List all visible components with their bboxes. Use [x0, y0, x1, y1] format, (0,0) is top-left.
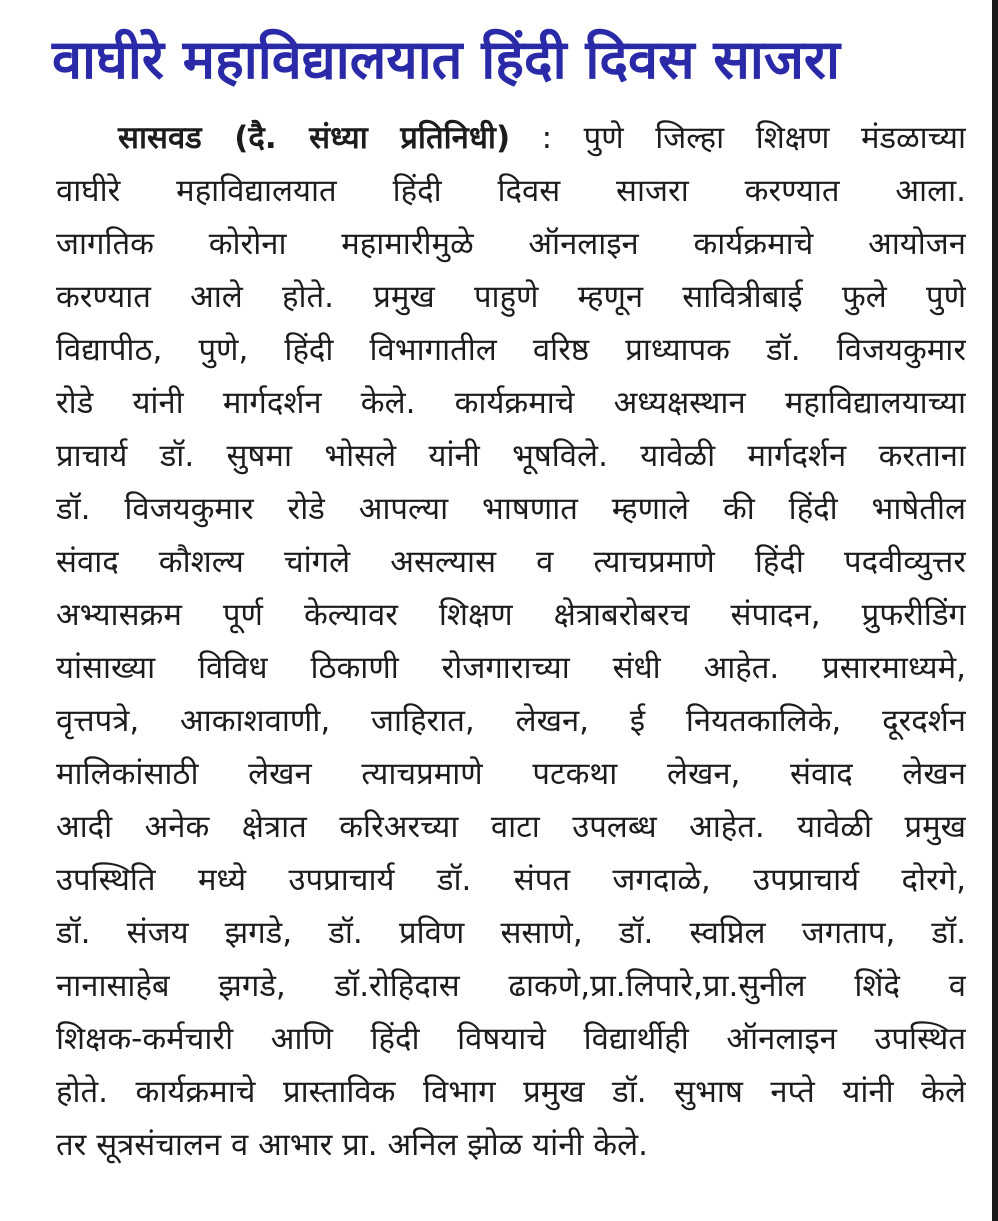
article-line: होते. कार्यक्रमाचे प्रास्ताविक विभाग प्रमुख डॉ. सुभाष नप्ते यांनी केले	[56, 1074, 966, 1110]
article-line: विद्यापीठ, पुणे, हिंदी विभागातील वरिष्ठ प्राध्यापक डॉ. विजयकुमार	[56, 332, 966, 368]
article-line: मालिकांसाठी लेखन त्याचप्रमाणे पटकथा लेखन, संवाद लेखन	[56, 756, 966, 792]
article-line: करण्यात आले होते. प्रमुख पाहुणे म्हणून सावित्रीबाई फुले पुणे	[56, 279, 966, 315]
article-first-line	[56, 112, 966, 165]
article-line: डॉ. संजय झगडे, डॉ. प्रविण ससाणे, डॉ. स्वप्निल जगताप, डॉ.	[56, 915, 966, 951]
article-body	[56, 112, 966, 1172]
article-line: वाघीरे महाविद्यालयात हिंदी दिवस साजरा करण्यात आला.	[56, 173, 966, 209]
article-line: अभ्यासक्रम पूर्ण केल्यावर शिक्षण क्षेत्राबरोबरच संपादन, प्रुफरीडिंग	[56, 597, 966, 633]
article-line: डॉ. विजयकुमार रोडे आपल्या भाषणात म्हणाले की हिंदी भाषेतील	[56, 491, 966, 527]
first-line-text: पुणे जिल्हा शिक्षण मंडळाच्या	[583, 120, 966, 156]
dateline-separator: :	[510, 120, 584, 156]
article-line: नानासाहेब झगडे, डॉ.रोहिदास ढाकणे,प्रा.लिपारे,प्रा.सुनील शिंदे व	[56, 968, 966, 1004]
article-headline: वाघीरे महाविद्यालयात हिंदी दिवस साजरा	[52, 28, 840, 91]
article-line: शिक्षक-कर्मचारी आणि हिंदी विषयाचे विद्यार्थीही ऑनलाइन उपस्थित	[56, 1021, 966, 1057]
article-line: वृत्तपत्रे, आकाशवाणी, जाहिरात, लेखन, ई नियतकालिके, दूरदर्शन	[56, 703, 966, 739]
article-line: यांसाख्या विविध ठिकाणी रोजगाराच्या संधी आहेत. प्रसारमाध्यमे,	[56, 650, 966, 686]
page-edge-rule	[992, 0, 998, 1221]
article-line: जागतिक कोरोना महामारीमुळे ऑनलाइन कार्यक्रमाचे आयोजन	[56, 226, 966, 262]
article-line: उपस्थिति मध्ये उपप्राचार्य डॉ. संपत जगदाळे, उपप्राचार्य दोरगे,	[56, 862, 966, 898]
article-line: प्राचार्य डॉ. सुषमा भोसले यांनी भूषविले. यावेळी मार्गदर्शन करताना	[56, 438, 966, 474]
article-line: संवाद कौशल्य चांगले असल्यास व त्याचप्रमाणे हिंदी पदवीव्युत्तर	[56, 544, 966, 580]
article-dateline: सासवड (दै. संध्या प्रतिनिधी)	[118, 120, 511, 156]
article-line: आदी अनेक क्षेत्रात करिअरच्या वाटा उपलब्ध आहेत. यावेळी प्रमुख	[56, 809, 966, 845]
article-last-line: तर सूत्रसंचालन व आभार प्रा. अनिल झोळ यांनी केले.	[56, 1127, 648, 1163]
article-line: रोडे यांनी मार्गदर्शन केले. कार्यक्रमाचे अध्यक्षस्थान महाविद्यालयाच्या	[56, 385, 966, 421]
